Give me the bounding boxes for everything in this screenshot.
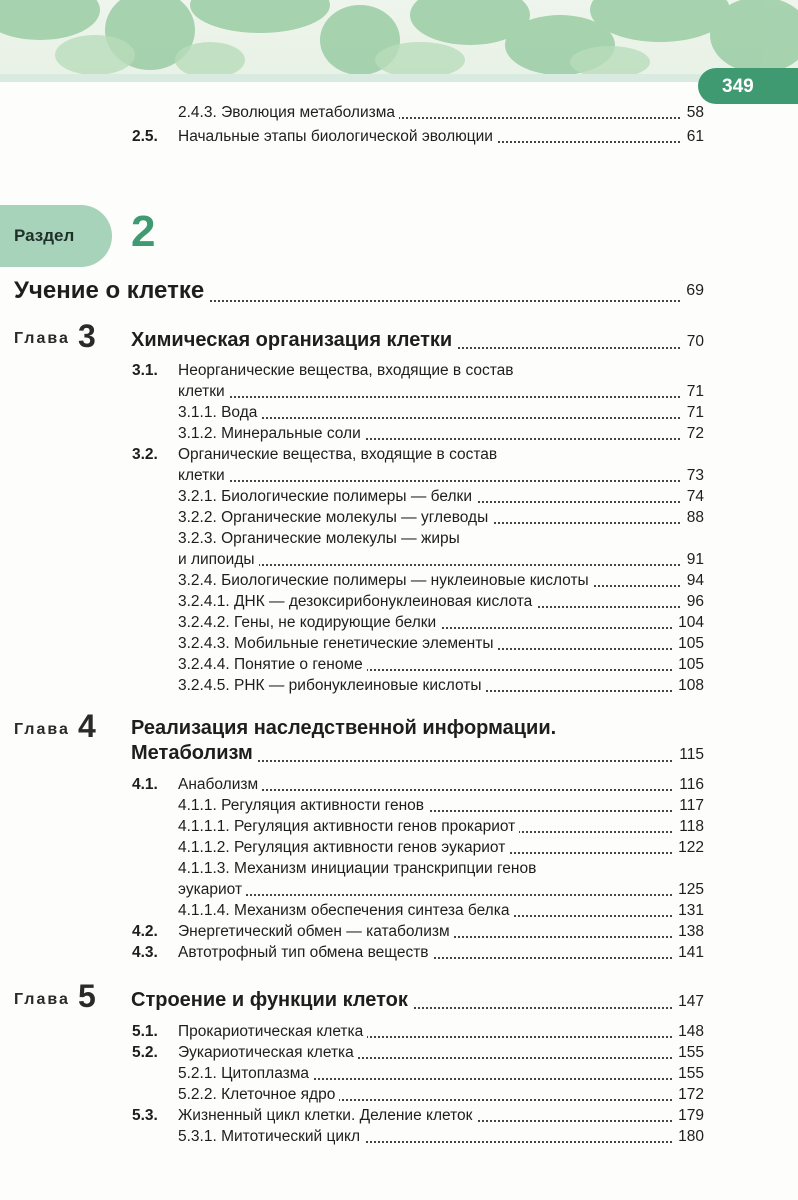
toc-entry-page: 125 bbox=[673, 879, 704, 901]
chapter-number: 5 bbox=[78, 978, 96, 1014]
toc-entry[interactable] bbox=[178, 654, 704, 676]
toc-entry-label: 3.2.4. Биологические полимеры — нуклеиновые кислоты bbox=[178, 570, 593, 592]
toc-entry-label: клетки bbox=[178, 381, 229, 403]
toc-entry-number: 5.2. bbox=[132, 1044, 158, 1061]
toc-entry-page: 105 bbox=[673, 633, 704, 655]
toc-entry-label: 3.2.2. Органические молекулы — углеводы bbox=[178, 507, 492, 529]
section-number: 2 bbox=[131, 207, 156, 256]
toc-entry[interactable] bbox=[178, 675, 704, 697]
toc-entry-page: 72 bbox=[682, 423, 704, 445]
toc-entry-page: 94 bbox=[682, 570, 704, 592]
toc-entry-label: Анаболизм bbox=[178, 774, 262, 796]
toc-entry-label: 2.4.3. Эволюция метаболизма bbox=[178, 102, 399, 124]
toc-entry[interactable] bbox=[178, 591, 704, 613]
toc-entry-page: 71 bbox=[682, 381, 704, 403]
toc-entry-label: 3.2.4.2. Гены, не кодирующие белки bbox=[178, 612, 440, 634]
toc-entry-label: Эукариотическая клетка bbox=[178, 1042, 358, 1064]
page-number-tab bbox=[698, 68, 798, 104]
toc-entry-label: 5.3.1. Митотический цикл bbox=[178, 1126, 364, 1148]
toc-entry[interactable] bbox=[178, 900, 704, 922]
toc-entry-line: 3.2.3. Органические молекулы — жиры bbox=[178, 530, 460, 547]
toc-entry-page: 88 bbox=[682, 507, 704, 529]
chapter-title-line: Реализация наследственной информации. bbox=[131, 717, 557, 739]
section-tab bbox=[0, 205, 112, 267]
chapter-page: 115 bbox=[674, 741, 704, 769]
toc-entry-label: Жизненный цикл клетки. Деление клеток bbox=[178, 1105, 476, 1127]
toc-entry-number: 4.1. bbox=[132, 776, 158, 793]
toc-entry-page: 58 bbox=[682, 102, 704, 124]
toc-entry[interactable] bbox=[178, 381, 704, 403]
toc-entry-number: 4.2. bbox=[132, 923, 158, 940]
toc-entry[interactable] bbox=[178, 879, 704, 901]
toc-entry-page: 141 bbox=[673, 942, 704, 964]
toc-entry[interactable] bbox=[178, 486, 704, 508]
toc-entry[interactable] bbox=[178, 102, 704, 124]
chapter-title: Химическая организация клетки bbox=[131, 326, 456, 354]
toc-entry[interactable] bbox=[178, 402, 704, 424]
toc-entry-page: 108 bbox=[673, 675, 704, 697]
toc-entry[interactable] bbox=[178, 633, 704, 655]
leader-dots bbox=[178, 894, 704, 896]
toc-entry-page: 116 bbox=[674, 774, 704, 796]
toc-entry-page: 96 bbox=[682, 591, 704, 613]
toc-entry-line: Неорганические вещества, входящие в состав bbox=[178, 362, 514, 379]
toc-entry-number: 3.2. bbox=[132, 446, 158, 463]
toc-entry-number: 4.3. bbox=[132, 944, 158, 961]
toc-entry[interactable] bbox=[178, 795, 704, 817]
toc-entry[interactable] bbox=[178, 1105, 704, 1127]
toc-entry-page: 172 bbox=[673, 1084, 704, 1106]
toc-entry-label: Прокариотическая клетка bbox=[178, 1021, 367, 1043]
toc-entry-number: 5.3. bbox=[132, 1107, 158, 1124]
section-title-row[interactable] bbox=[14, 274, 704, 308]
toc-entry[interactable] bbox=[178, 570, 704, 592]
toc-entry-label: 4.1.1. Регуляция активности генов bbox=[178, 795, 428, 817]
toc-entry-page: 117 bbox=[674, 795, 704, 817]
toc-entry-label: 3.2.4.3. Мобильные генетические элементы bbox=[178, 633, 497, 655]
toc-entry[interactable] bbox=[178, 423, 704, 445]
chapter-number: 4 bbox=[78, 708, 96, 744]
header-leaf-banner bbox=[0, 0, 798, 82]
toc-entry-label: Энергетический обмен — катаболизм bbox=[178, 921, 454, 943]
chapter-title-row[interactable] bbox=[131, 326, 704, 354]
toc-entry-label: 3.2.4.5. РНК — рибонуклеиновые кислоты bbox=[178, 675, 485, 697]
section-word: Раздел bbox=[14, 226, 75, 245]
chapter-page: 70 bbox=[682, 328, 704, 356]
toc-entry-label: 5.2.1. Цитоплазма bbox=[178, 1063, 313, 1085]
toc-entry[interactable] bbox=[178, 1084, 704, 1106]
toc-entry-label: Автотрофный тип обмена веществ bbox=[178, 942, 433, 964]
toc-entry-page: 104 bbox=[673, 612, 704, 634]
toc-entry[interactable] bbox=[178, 549, 704, 571]
toc-entry[interactable] bbox=[178, 837, 704, 859]
toc-entry-line: Органические вещества, входящие в состав bbox=[178, 446, 498, 463]
toc-entry-label: 3.2.4.1. ДНК — дезоксирибонуклеиновая кислота bbox=[178, 591, 536, 613]
toc-entry-label: и липоиды bbox=[178, 549, 259, 571]
chapter-word: Глава bbox=[14, 991, 70, 1008]
toc-entry[interactable] bbox=[178, 1126, 704, 1148]
toc-entry-page: 91 bbox=[682, 549, 704, 571]
toc-entry-page: 148 bbox=[673, 1021, 704, 1043]
toc-entry-label: 3.1.2. Минеральные соли bbox=[178, 423, 365, 445]
chapter-title: Строение и функции клеток bbox=[131, 986, 412, 1014]
toc-entry-page: 73 bbox=[682, 465, 704, 487]
chapter-word: Глава bbox=[14, 721, 70, 738]
toc-entry[interactable] bbox=[178, 816, 704, 838]
toc-entry-page: 180 bbox=[673, 1126, 704, 1148]
toc-entry-line: 4.1.1.3. Механизм инициации транскрипции генов bbox=[178, 860, 537, 877]
toc-entry-number: 5.1. bbox=[132, 1023, 158, 1040]
toc-entry-page: 61 bbox=[682, 126, 704, 148]
toc-entry[interactable] bbox=[178, 1042, 704, 1064]
toc-entry-label: 5.2.2. Клеточное ядро bbox=[178, 1084, 339, 1106]
toc-entry-label: 4.1.1.4. Механизм обеспечения синтеза белка bbox=[178, 900, 513, 922]
toc-entry[interactable] bbox=[178, 1063, 704, 1085]
toc-entry-page: 179 bbox=[673, 1105, 704, 1127]
chapter-title-row[interactable] bbox=[131, 986, 704, 1014]
chapter-page: 147 bbox=[673, 988, 704, 1016]
toc-entry-label: 3.2.1. Биологические полимеры — белки bbox=[178, 486, 476, 508]
toc-entry[interactable] bbox=[178, 465, 704, 487]
toc-entry-number: 2.5. bbox=[132, 128, 158, 145]
page-number: 349 bbox=[722, 76, 754, 97]
toc-entry[interactable] bbox=[178, 1021, 704, 1043]
toc-entry-page: 105 bbox=[673, 654, 704, 676]
toc-entry-label: 3.1.1. Вода bbox=[178, 402, 261, 424]
chapter-word: Глава bbox=[14, 330, 70, 347]
toc-entry-page: 138 bbox=[673, 921, 704, 943]
toc-entry[interactable] bbox=[178, 942, 704, 964]
toc-entry[interactable] bbox=[178, 612, 704, 634]
toc-entry[interactable] bbox=[178, 126, 704, 148]
chapter-title: Метаболизм bbox=[131, 739, 257, 767]
chapter-number: 3 bbox=[78, 318, 96, 354]
section-title: Учение о клетке bbox=[14, 274, 208, 308]
toc-entry-label: клетки bbox=[178, 465, 229, 487]
toc-entry-page: 122 bbox=[673, 837, 704, 859]
toc-entry[interactable] bbox=[178, 507, 704, 529]
toc-entry-label: Начальные этапы биологической эволюции bbox=[178, 126, 497, 148]
leader-dots bbox=[178, 396, 704, 398]
toc-entry[interactable] bbox=[178, 921, 704, 943]
toc-entry-page: 155 bbox=[673, 1042, 704, 1064]
toc-entry-label: эукариот bbox=[178, 879, 246, 901]
section-page: 69 bbox=[681, 274, 704, 308]
toc-entry-page: 131 bbox=[673, 900, 704, 922]
toc-entry-page: 118 bbox=[674, 816, 704, 838]
toc-entry-page: 155 bbox=[673, 1063, 704, 1085]
toc-entry-label: 4.1.1.1. Регуляция активности генов прокариот bbox=[178, 816, 519, 838]
toc-entry-label: 3.2.4.4. Понятие о геноме bbox=[178, 654, 367, 676]
toc-entry[interactable] bbox=[178, 774, 704, 796]
toc-entry-number: 3.1. bbox=[132, 362, 158, 379]
toc-entry-label: 4.1.1.2. Регуляция активности генов эукариот bbox=[178, 837, 509, 859]
toc-entry-page: 74 bbox=[682, 486, 704, 508]
chapter-title-row[interactable] bbox=[131, 739, 704, 767]
leader-dots bbox=[178, 480, 704, 482]
toc-entry-page: 71 bbox=[682, 402, 704, 424]
